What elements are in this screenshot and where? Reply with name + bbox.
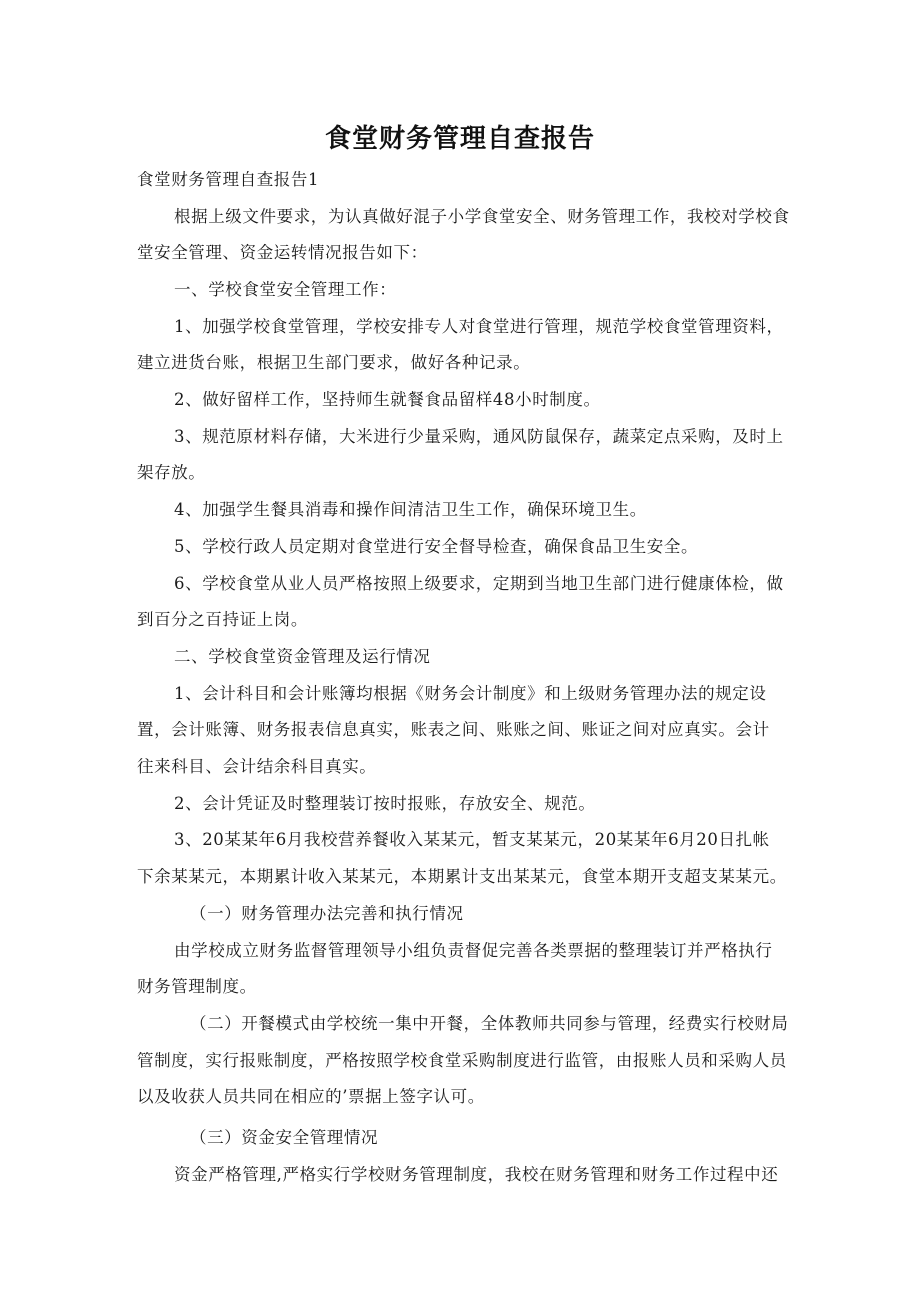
- document-subtitle: 食堂财务管理自查报告1: [137, 170, 320, 189]
- paragraph-line: 2、会计凭证及时整理装订按时报账，存放安全、规范。: [174, 794, 596, 813]
- paragraph-line: （二）开餐模式由学校统一集中开餐，全体教师共同参与管理，经费实行校财局: [190, 1014, 789, 1033]
- paragraph-line: 架存放。: [137, 463, 206, 482]
- paragraph-line: 到百分之百持证上岗。: [137, 610, 308, 629]
- paragraph-line: 往来科目、会计结余科目真实。: [137, 757, 377, 776]
- paragraph-line: 置，会计账簿、财务报表信息真实，账表之间、账账之间、账证之间对应真实。会计: [137, 720, 770, 739]
- paragraph-line: 4、加强学生餐具消毒和操作间清洁卫生工作，确保环境卫生。: [174, 500, 647, 519]
- paragraph-line: 堂安全管理、资金运转情况报告如下：: [137, 243, 428, 262]
- paragraph-line: 1、加强学校食堂管理，学校安排专人对食堂进行管理，规范学校食堂管理资料，: [174, 317, 784, 336]
- paragraph-line: 资金严格管理,严格实行学校财务管理制度，我校在财务管理和财务工作过程中还: [174, 1165, 779, 1184]
- document-title: 食堂财务管理自查报告: [324, 124, 595, 154]
- section-heading: 一、学校食堂安全管理工作：: [174, 280, 397, 299]
- paragraph-line: 6、学校食堂从业人员严格按照上级要求，定期到当地卫生部门进行健康体检，做: [174, 574, 784, 593]
- paragraph-line: 根据上级文件要求，为认真做好混子小学食堂安全、财务管理工作，我校对学校食: [174, 207, 790, 226]
- paragraph-line: 下余某某元，本期累计收入某某元，本期累计支出某某元，食堂本期开支超支某某元。: [137, 867, 787, 886]
- paragraph-line: 管制度，实行报账制度，严格按照学校食堂采购制度进行监管，由报账人员和采购人员: [137, 1051, 787, 1070]
- paragraph-line: 5、学校行政人员定期对食堂进行安全督导检查，确保食品卫生安全。: [174, 537, 699, 556]
- paragraph-line: 建立进货台账，根据卫生部门要求，做好各种记录。: [137, 353, 531, 372]
- paragraph-line: 2、做好留样工作，坚持师生就餐食品留样48小时制度。: [174, 390, 601, 409]
- paragraph-line: 1、会计科目和会计账簿均根据《财务会计制度》和上级财务管理办法的规定设: [174, 684, 767, 703]
- paragraph-line: 3、20某某年6月我校营养餐收入某某元，暂支某某元，20某某年6月20日扎帐: [174, 830, 770, 849]
- section-heading: 二、学校食堂资金管理及运行情况: [174, 647, 431, 666]
- subsection-heading: （三）资金安全管理情况: [190, 1128, 379, 1147]
- paragraph-line: 以及收获人员共同在相应的’票据上签字认可。: [137, 1087, 485, 1106]
- paragraph-line: 由学校成立财务监督管理领导小组负责督促完善各类票据的整理装订并严格执行: [174, 941, 773, 960]
- paragraph-line: 财务管理制度。: [137, 977, 257, 996]
- paragraph-line: 3、规范原材料存储，大米进行少量采购，通风防鼠保存，蔬菜定点采购，及时上: [174, 427, 784, 446]
- subsection-heading: （一）财务管理办法完善和执行情况: [190, 904, 464, 923]
